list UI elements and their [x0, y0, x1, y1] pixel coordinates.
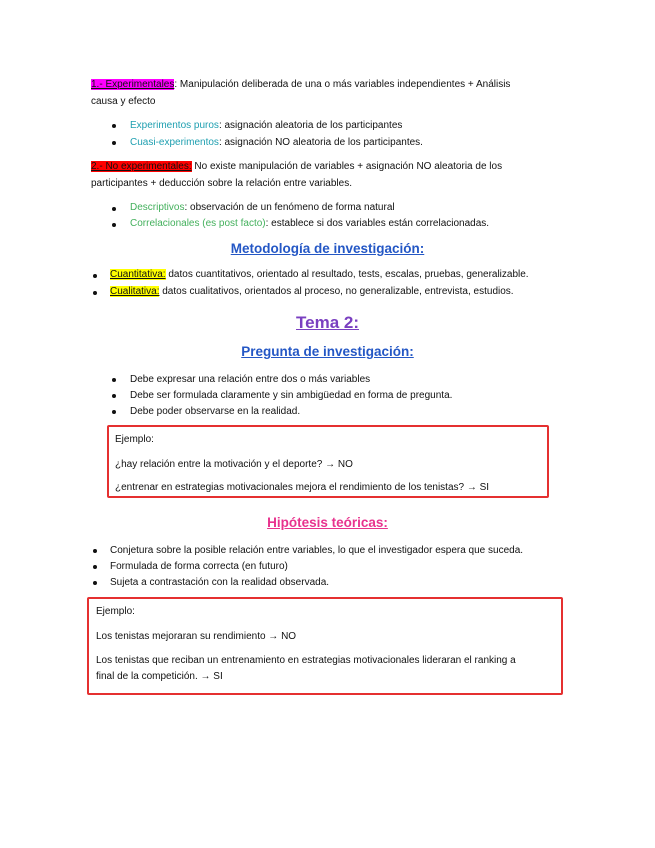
example-title: Ejemplo:	[115, 434, 154, 445]
experimental-label: 1.- Experimentales	[91, 79, 175, 90]
hypothesis-example-box	[87, 597, 563, 695]
list-item	[110, 285, 514, 298]
example-title: Ejemplo:	[96, 606, 135, 617]
example-line: ¿hay relación entre la motivación y el deporte? → NO	[115, 459, 353, 470]
list-item	[130, 119, 402, 132]
list-item	[130, 217, 489, 230]
methodology-item-text: datos cualitativos, orientados al proceso, no generalizable, entrevista, estudios.	[159, 286, 514, 297]
non-experimental-item-text: : establece si dos variables están correlacionadas.	[265, 218, 490, 229]
list-item	[130, 201, 395, 214]
example-line: Los tenistas mejoraran su rendimiento → NO	[96, 631, 297, 642]
non-experimental-item-label: Descriptivos	[130, 202, 185, 213]
non-experimental-item-label: Correlacionales (es post facto)	[130, 218, 266, 229]
bullet-icon	[112, 124, 116, 128]
non-experimental-label: 2.- No experimentales:	[91, 161, 192, 172]
experimental-item-text: : asignación aleatoria de los participantes	[218, 120, 403, 131]
bullet-icon	[112, 141, 116, 145]
bullet-icon	[112, 378, 116, 382]
non-experimental-cont: participantes + deducción sobre la relación entre variables.	[91, 178, 352, 189]
experimental-item-label: Experimentos puros	[130, 120, 219, 131]
non-experimental-line	[91, 160, 502, 173]
bullet-icon	[93, 565, 97, 569]
hypothesis-heading: Hipótesis teóricas:	[267, 515, 388, 530]
experimental-line	[91, 78, 510, 91]
experimental-cont: causa y efecto	[91, 96, 156, 107]
bullet-icon	[93, 581, 97, 585]
experimental-text: : Manipulación deliberada de una o más variables independientes + Análisis	[174, 79, 511, 90]
non-experimental-text: No existe manipulación de variables + asignación NO aleatoria de los	[191, 161, 503, 172]
bullet-icon	[93, 291, 97, 295]
bullet-icon	[112, 207, 116, 211]
bullet-icon	[112, 223, 116, 227]
experimental-item-label: Cuasi-experimentos	[130, 137, 219, 148]
methodology-heading: Metodología de investigación:	[230, 241, 425, 256]
list-item	[110, 268, 529, 281]
list-item: Sujeta a contrastación con la realidad observada.	[110, 577, 330, 588]
list-item	[130, 136, 423, 149]
methodology-item-label: Cuantitativa:	[110, 269, 166, 280]
list-item: Debe ser formulada claramente y sin ambigüedad en forma de pregunta.	[130, 390, 453, 401]
methodology-item-label: Cualitativa:	[110, 286, 160, 297]
example-line: Los tenistas que reciban un entrenamiento en estrategias motivacionales lideraran el ranking a	[96, 655, 516, 666]
bullet-icon	[112, 394, 116, 398]
list-item: Debe expresar una relación entre dos o más variables	[130, 374, 371, 385]
bullet-icon	[93, 549, 97, 553]
experimental-item-text: : asignación NO aleatoria de los participantes.	[218, 137, 423, 148]
bullet-icon	[112, 410, 116, 414]
list-item: Conjetura sobre la posible relación entre variables, lo que el investigador espera que suceda.	[110, 545, 524, 556]
bullet-icon	[93, 274, 97, 278]
example-line: final de la competición. → SI	[96, 671, 223, 682]
question-heading: Pregunta de investigación:	[241, 344, 414, 359]
methodology-item-text: datos cuantitativos, orientado al resultado, tests, escalas, pruebas, generalizable.	[165, 269, 529, 280]
tema-title: Tema 2:	[296, 313, 359, 332]
list-item: Formulada de forma correcta (en futuro)	[110, 561, 288, 572]
question-example-box	[107, 425, 549, 498]
non-experimental-item-text: : observación de un fenómeno de forma natural	[184, 202, 395, 213]
example-line: ¿entrenar en estrategias motivacionales mejora el rendimiento de los tenistas? → SI	[115, 482, 490, 493]
list-item: Debe poder observarse en la realidad.	[130, 406, 301, 417]
